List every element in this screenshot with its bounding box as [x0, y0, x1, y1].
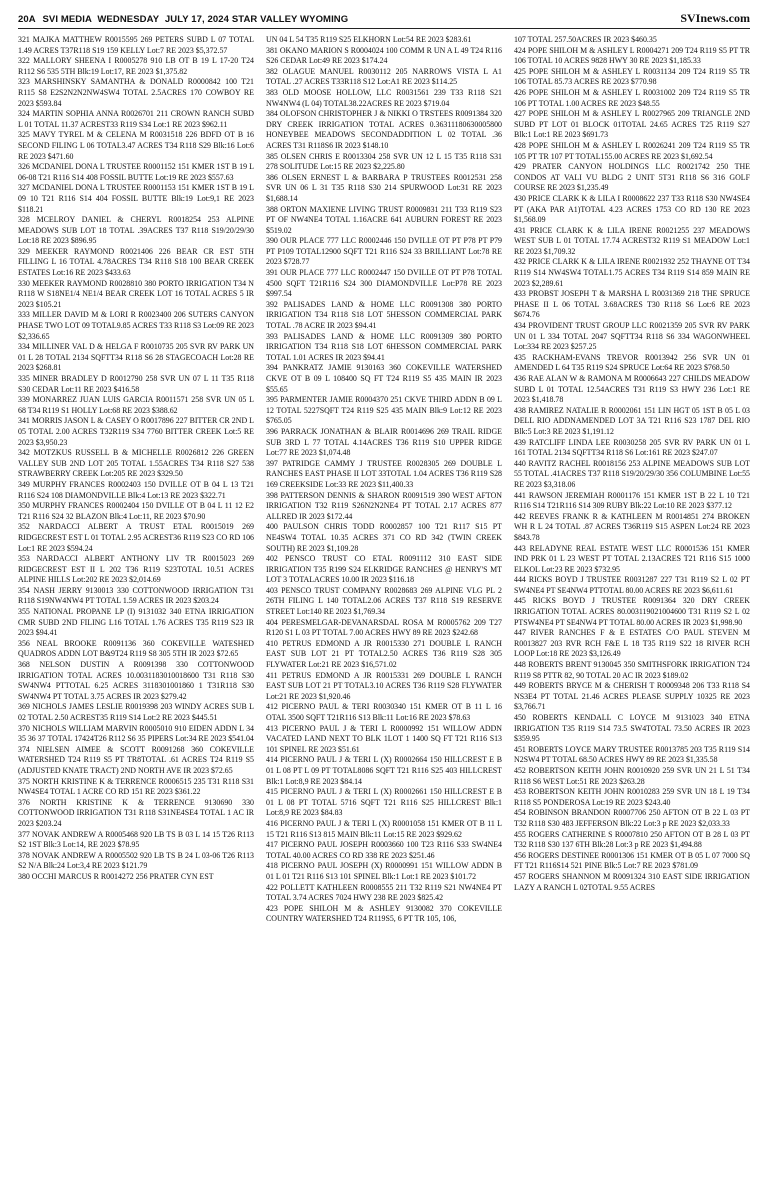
- legal-notice-columns: [18, 35, 750, 1181]
- tax-listing-entry: 349 MURPHY FRANCES R0002403 150 DVILLE OT B 04 L 13 T21 R116 S24 108 DIAMONDVILLE Blk:4 Lot:13 RE 2023 $322.71: [18, 479, 254, 500]
- tax-listing-entry: 329 MEEKER RAYMOND R0021406 226 BEAR CR EST 5TH FILLING L 16 TOTAL 4.78ACRES T34 R118 S18 100 BEAR CREEK ESTATES Lot:16 RE 2023 $433.63: [18, 246, 254, 278]
- tax-listing-entry: 424 POPE SHILOH M & ASHLEY L R0004271 209 T24 R119 S5 PT TR 106 TOTAL 10 ACRES 9828 HWY 30 RE 2023 $1,185.33: [514, 45, 750, 66]
- tax-listing-entry: 418 PICERNO PAUL JOSEPH (X) R0000991 151 WILLOW ADDN B 01 L 01 T21 R116 S13 101 SPINEL Blk:1 Lot:1 RE 2023 $101.72: [266, 861, 502, 881]
- issue-date: JULY 17, 2024: [164, 14, 230, 25]
- issue-day: WEDNESDAY: [97, 14, 160, 25]
- tax-listing-entry: 411 PETRUS EDMOND A JR R0015331 269 DOUBLE L RANCH EAST SUB LOT 21 PT TOTAL3.10 ACRES T36 R119 S28 FLYWATER Lot:21 RE 2023 $1,920.46: [266, 670, 502, 701]
- tax-listing-entry: 386 OLSEN ERNEST L & BARBARA P TRUSTEES R0012531 258 SVR UN 06 L 31 T35 R118 S30 214 SPURWOOD Lot:31 RE 2023 $1,688.14: [266, 172, 502, 203]
- tax-listing-entry: 384 OLOFSON CHRISTOPHER J & NIKKI O TRSTEES R0091384 320 DRY CREEK IRRIGATION TOTAL ACRES 0.36311180630005800 HONEYBEE MEADOWS SECONDADDITION L 02 TOTAL .36 ACRES T31 R118S6 IR 2023 $148.10: [266, 109, 502, 150]
- tax-listing-entry: 381 OKANO MARION S R0004024 100 COMM R UN A L 49 T24 R116 S26 CEDAR Lot:49 RE 2023 $174.24: [266, 45, 502, 66]
- tax-listing-entry: 417 PICERNO PAUL JOSEPH R0003660 100 T23 R116 S33 SW4NE4 TOTAL 40.00 ACRES CO RD 338 RE 2023 $251.46: [266, 840, 502, 860]
- tax-listing-entry: 402 PENSCO TRUST CO ETAL R0091112 310 EAST SIDE IRRIGATION T35 R199 S24 ELKRIDGE RANCHES @ HENRY'S MT LOT 3 TOTALACRES 10.00 IR 2023 $116.18: [266, 554, 502, 585]
- tax-listing-entry: 454 ROBINSON BRANDON R0007706 250 AFTON OT B 22 L 03 PT T32 R118 S30 483 JEFFERSON Blk:22 Lot:3 p RE 2023 $2,033.33: [514, 808, 750, 828]
- tax-listing-entry: 445 RICKS BOYD J TRUSTEE R0091364 320 DRY CREEK IRRIGATION TOTAL ACRES 80.003119021004600 T31 R119 S2 L 02 PTSW4NE4 PT SE4NW4 PT TOTAL 80.00 ACRES IR 2023 $1,998.90: [514, 596, 750, 627]
- tax-listing-entry: 432 PRICE CLARK K & LILA IRENE R0021932 252 THAYNE OT T34 R119 S14 NW4SW4 TOTAL1.75 ACRES T34 R119 S14 859 MAIN RE 2023 $2,289.61: [514, 257, 750, 288]
- tax-listing-entry: 422 POLLETT KATHLEEN R0008555 211 T32 R119 S21 NW4NE4 PT TOTAL 3.74 ACRES 7024 HWY 238 RE 2023 $825.42: [266, 882, 502, 903]
- tax-listing-entry: 385 OLSEN CHRIS E R0013304 258 SVR UN 12 L 15 T35 R118 S31 278 SOLITUDE Lot:15 RE 2023 $2,225.80: [266, 151, 502, 172]
- tax-listing-entry: 438 RAMIREZ NATALIE R R0002061 151 LIN HGT 05 1ST B 05 L 03 DELL RIO ADDNAMENDED LOT 3A T21 R116 S23 1787 DEL RIO Blk:5 Lot:3 RE 2023 $1,191.12: [514, 405, 750, 436]
- section-name: SVI MEDIA: [42, 14, 92, 25]
- tax-listing-entry: 369 NICHOLS JAMES LESLIE R0019398 203 WINDY ACRES SUB L 02 TOTAL 2.50 ACREST35 R119 S14 Lot:2 RE 2023 $445.51: [18, 702, 254, 722]
- masthead-left: [18, 14, 348, 28]
- tax-listing-entry: 433 PROBST JOSEPH T & MARSHA L R0031369 218 THE SPRUCE PHASE II L 06 TOTAL 3.68ACRES T30 R118 S6 Lot:6 RE 2023 $674.76: [514, 289, 750, 320]
- tax-listing-entry: 442 REEVES FRANK R & KATHLEEN M R0014851 274 BROKEN WH R L 24 TOTAL .87 ACRES T36R119 S15 ASPEN Lot:24 RE 2023 $843.78: [514, 511, 750, 542]
- tax-listing-entry: 443 RELADYNE REAL ESTATE WEST LLC R0001536 151 KMER IND PRK 01 L 23 WEST PT TOTAL 2.13ACRES T21 R116 S15 1000 ELKOL Lot:23 RE 2023 $732.95: [514, 543, 750, 574]
- tax-listing-entry: 414 PICERNO PAUL J & TERI L (X) R0002664 150 HILLCREST E B 01 L 08 PT L 09 PT TOTAL8086 SQFT T21 R116 S25 403 HILLCREST Blk:1 Lot:8,9 RE 2023 $84.14: [266, 755, 502, 786]
- tax-listing-entry: 456 ROGERS DESTINEE R0001306 151 KMER OT B 05 L 07 7000 SQ FT T21 R116S14 521 PINE Blk:5 Lot:7 RE 2023 $781.09: [514, 850, 750, 871]
- tax-listing-entry: 326 MCDANIEL DONA L TRUSTEE R0001152 151 KMER 1ST B 19 L 06-08 T21 R116 S14 408 FOSSIL BUTTE Lot:19 RE 2023 $557.63: [18, 162, 254, 182]
- tax-listing-entry: 388 ORTON MAXIENE LIVING TRUST R0009831 211 T33 R119 S23 PT OF NW4NE4 TOTAL 1.16ACRE 641 AUBURN FOREST RE 2023 $519.02: [266, 204, 502, 235]
- tax-listing-entry: 353 NARDACCI ALBERT ANTHONY LIV TR R0015023 269 RIDGECREST EST II L 202 T36 R119 S23TOTAL 10.51 ACRES ALPINE HILLS Lot:202 RE 2023 $2,014.69: [18, 554, 254, 585]
- tax-listing-entry: 328 MCELROY DANIEL & CHERYL R0018254 253 ALPINE MEADOWS SUB LOT 18 TOTAL .39ACRES T37 R118 S19/20/29/30 Lot:18 RE 2023 $896.95: [18, 215, 254, 246]
- tax-listing-entry: 342 MOTZKUS RUSSELL B & MICHELLE R0026812 226 GREEN VALLEY SUB 2ND LOT 205 TOTAL 1.55ACRES T34 R118 S27 538 STRAWBERRY CREEK Lot:205 RE 2023 $329.50: [18, 448, 254, 479]
- tax-listing-entry: 393 PALISADES LAND & HOME LLC R0091309 380 PORTO IRRIGATION T34 R118 S18 LOT 6HESSON COMMERCIAL PARK TOTAL 1.01 ACRES IR 2023 $94.41: [266, 331, 502, 362]
- tax-listing-entry: 431 PRICE CLARK K & LILA IRENE R0021255 237 MEADOWS WEST SUB L 01 TOTAL 17.74 ACREST32 R119 S1 MEADOW Lot:1 RE 2023 $1,709.32: [514, 225, 750, 256]
- tax-listing-entry: 404 PERESMELGAR-DEVANARSDAL ROSA M R0005762 209 T27 R120 S1 L 03 PT TOTAL 7.00 ACRES HWY 89 RE 2023 $242.68: [266, 617, 502, 638]
- tax-listing-entry: 394 PANKRATZ JAMIE 9130163 360 COKEVILLE WATERSHED CKVE OT B 09 L 108400 SQ FT T24 R119 S5 435 MAIN IR 2023 $55.65: [266, 363, 502, 394]
- site-name: SVInews.com: [680, 11, 750, 25]
- tax-listing-entry: 368 NELSON DUSTIN A R0091398 330 COTTONWOOD IRRIGATION TOTAL ACRES 10.0031183010018600 T31 R118 S30 SW4NW4 PTTOTAL 6.25 ACRES 3118301001860 1 T31R118 S30 SW4NW4 PT TOTAL 3.75 ACRES IR 2023 $279.42: [18, 660, 254, 701]
- tax-listing-entry: 335 MINER BRADLEY D R0012790 258 SVR UN 07 L 11 T35 R118 S30 CEDAR Lot:11 RE 2023 $416.58: [18, 374, 254, 394]
- tax-listing-entry: 333 MILLER DAVID M & LORI R R0023400 206 SUTERS CANYON PHASE TWO LOT 09 TOTAL9.85 ACRES T33 R118 S3 Lot:09 RE 2023 $2,336.65: [18, 310, 254, 341]
- tax-listing-entry: 447 RIVER RANCHES F & E ESTATES C/O PAUL STEVEN M R0013827 203 RVR RCH F&E L 18 T35 R119 S22 18 RIVER RCH LOOP Lot:18 RE 2023 $3,126.49: [514, 628, 750, 659]
- tax-listing-entry: 403 PENSCO TRUST COMPANY R0028683 269 ALPINE VLG PL 2 26TH FILING L 140 TOTAL2.06 ACRES T37 R118 S19 RESERVE STREET Lot:140 RE 2023 $1,769.34: [266, 585, 502, 617]
- tax-listing-entry: 416 PICERNO PAUL J & TERI L (X) R0001058 151 KMER OT B 11 L 15 T21 R116 S13 815 MAIN Blk:11 Lot:15 RE 2023 $929.62: [266, 818, 502, 839]
- publication-name: STAR VALLEY WYOMING: [231, 14, 349, 25]
- tax-listing-entry: 425 POPE SHILOH M & ASHLEY L R0031134 209 T24 R119 S5 TR 106 TOTAL 85.73 ACRES RE 2023 $770.98: [514, 66, 750, 87]
- tax-listing-entry: UN 04 L 54 T35 R119 S25 ELKHORN Lot:54 RE 2023 $283.61: [266, 35, 472, 44]
- tax-listing-entry: 452 ROBERTSON KEITH JOHN R0010920 259 SVR UN 21 L 51 T34 R118 S6 WEST Lot:51 RE 2023 $263.28: [514, 765, 750, 786]
- tax-listing-entry: 375 NORTH KRISTINE K & TERRENCE R0006515 235 T31 R118 S31 NW4SE4 TOTAL 1 ACRE CO RD 151 RE 2023 $361.22: [18, 776, 254, 797]
- tax-listing-entry: 352 NARDACCI ALBERT A TRUST ETAL R0015019 269 RIDGECREST EST L 01 TOTAL 2.95 ACREST36 R119 S23 CO RD 106 Lot:1 RE 2023 $594.24: [18, 522, 254, 553]
- tax-listing-entry: 429 PRATER CANYON HOLDINGS LLC R0021742 250 THE CONDOS AT VALI VU BLDG 2 UNIT 5T31 R118 S6 316 GOLF COURSE RE 2023 $1,235.49: [514, 162, 750, 193]
- tax-listing-entry: 428 POPE SHILOH M & ASHLEY L R0026241 209 T24 R119 S5 TR 105 PT TR 107 PT TOTAL155.00 ACRES RE 2023 $1,692.54: [514, 140, 750, 161]
- tax-listing-entry: 441 RAWSON JEREMIAH R0001176 151 KMER 1ST B 22 L 10 T21 R116 S14 T21R116 S14 309 RUBY Blk:22 Lot:10 RE 2023 $377.12: [514, 490, 750, 511]
- tax-listing-entry: 391 OUR PLACE 777 LLC R0002447 150 DVILLE OT PT P78 TOTAL 4500 SQFT T21R116 S24 300 DIAMONDVILLE Lot:P78 RE 2023 $997.54: [266, 268, 502, 299]
- tax-listing-entry: 448 ROBERTS BRENT 9130045 350 SMITHSFORK IRRIGATION T24 R119 S8 PTTR 82, 90 TOTAL 20 AC IR 2023 $189.02: [514, 660, 750, 680]
- column-1: [18, 35, 254, 1181]
- tax-listing-entry: 400 PAULSON CHRIS TODD R0002857 100 T21 R117 S15 PT NE4SW4 TOTAL 10.35 ACRES 371 CO RD 342 (TWIN CREEK SOUTH) RE 2023 $1,109.28: [266, 522, 502, 553]
- tax-listing-entry: 350 MURPHY FRANCES R0002404 150 DVILLE OT B 04 L 11 12 E2 T21 R116 S24 32 BLAZON Blk:4 Lot:11, RE 2023 $70.90: [18, 501, 254, 521]
- tax-listing-entry: 356 NEAL BROOKE R0091136 360 COKEVILLE WATESHED QUADROS ADDN LOT B&9T24 R119 S8 305 5TH IR 2023 $72.65: [18, 638, 254, 659]
- tax-listing-entry: 412 PICERNO PAUL & TERI R0030340 151 KMER OT B 11 L 16 OTAL 3500 SQFT T21R116 S13 Blk:11 Lot:16 RE 2023 $78.63: [266, 702, 502, 722]
- tax-listing-entry: 415 PICERNO PAUL J & TERI L (X) R0002661 150 HILLCREST E B 01 L 08 PT TOTAL 5716 SQFT T21 R116 S25 HILLCREST Blk:1 Lot:8,9 RE 2023 $84.83: [266, 787, 502, 818]
- masthead: [18, 6, 750, 29]
- tax-listing-entry: 383 OLD MOOSE HOLLOW, LLC R0031561 239 T33 R118 S21 NW4NW4 (L 04) TOTAL38.22ACRES RE 2023 $719.04: [266, 87, 502, 108]
- tax-listing-entry: 322 MALLORY SHEENA I R0005278 910 LB OT B 19 L 17-20 T24 R112 S6 535 5TH Blk:19 Lot:17, RE 2023 $1,375.82: [18, 56, 254, 76]
- tax-listing-entry: 449 ROBERTS BRYCE M & CHERISH T R0009348 206 T33 R118 S4 NS3E4 PT TOTAL 21.46 ACRES PLEASE SUPPLY 10325 RE 2023 $3,766.71: [514, 681, 750, 712]
- tax-listing-entry: 426 POPE SHILOH M & ASHLEY L R0031002 209 T24 R119 S5 TR 106 PT TOTAL 1.00 ACRES RE 2023 $48.55: [514, 87, 750, 108]
- tax-listing-entry: 323 MARSHINSKY SAMANTHA & DONALD R0000842 100 T21 R115 S8 E2S2N2N2NW4SW4 TOTAL 2.5ACRES 170 COWBOY RE 2023 $593.84: [18, 77, 254, 108]
- tax-listing-entry: 324 MARTIN SOPHIA ANNA R0026701 211 CROWN RANCH SUBD L 01 TOTAL 11.37 ACREST33 R119 S34 Lot:1 RE 2023 $962.11: [18, 109, 254, 129]
- column-2: [266, 35, 502, 1181]
- tax-listing-entry: 330 MEEKER RAYMOND R0028810 380 PORTO IRRIGATION T34 N R118 W S18NE1/4 NE1/4 BEAR CREEK LOT 16 TOTAL ACRES 5 IR 2023 $105.21: [18, 278, 254, 309]
- tax-listing-entry: 396 PARRACK JONATHAN & BLAIR R0014696 269 TRAIL RIDGE SUB 3RD L 77 TOTAL 4.14ACRES T36 R119 S10 UPPER RIDGE Lot:77 RE 2023 $1,074.48: [266, 426, 502, 458]
- tax-listing-entry: 440 RAVITZ RACHEL R0018156 253 ALPINE MEADOWS SUB LOT 55 TOTAL .41ACRES T37 R118 S19/20/29/30 356 COLUMBINE Lot:55 RE 2023 $3,318.06: [514, 458, 750, 489]
- tax-listing-entry: 398 PATTERSON DENNIS & SHARON R0091519 390 WEST AFTON IRRIGATION T32 R119 S26N2N2NE4 PT TOTAL 2.17 ACRES 877 ALLRED IR 2023 $172.44: [266, 490, 502, 521]
- tax-listing-entry: 423 POPE SHILOH M & ASHLEY 9130082 370 COKEVILLE COUNTRY WATERSHED T24 R119S5, 6 PT TR 105, 106,: [266, 903, 502, 924]
- tax-listing-entry: 434 PROVIDENT TRUST GROUP LLC R0021359 205 SVR RV PARK UN 01 L 334 TOTAL 2047 SQFTT34 R118 S6 334 WAGONWHEEL Lot:334 RE 2023 $257.25: [514, 321, 750, 352]
- tax-listing-entry: 453 ROBERTSON KEITH JOHN R0010283 259 SVR UN 18 L 19 T34 R118 S5 PONDEROSA Lot:19 RE 2023 $243.40: [514, 787, 750, 807]
- tax-listing-entry: 455 ROGERS CATHERINE S R0007810 250 AFTON OT B 28 L 03 PT T32 R118 S30 137 6TH Blk:28 Lot:3 p RE 2023 $1,494.88: [514, 829, 750, 850]
- tax-listing-entry: 327 MCDANIEL DONA L TRUSTEE R0001153 151 KMER 1ST B 19 L 09 10 T21 R116 S14 404 FOSSIL BUTTE Blk:19 Lot:9,1 RE 2023 $118.21: [18, 183, 254, 214]
- tax-listing-entry: 321 MAJKA MATTHEW R0015595 269 PETERS SUBD L 07 TOTAL 1.49 ACRES T37R118 S19 159 KELLY Lot:7 RE 2023 $5,372.57: [18, 35, 254, 55]
- tax-listing-entry: 107 TOTAL 257.50ACRES IR 2023 $460.35: [514, 35, 657, 44]
- tax-listing-entry: 339 MONARREZ JUAN LUIS GARCIA R0011571 258 SVR UN 05 L 68 T34 R119 S1 HOLLY Lot:68 RE 2023 $388.62: [18, 395, 254, 415]
- tax-listing-entry: 430 PRICE CLARK K & LILA I R0008622 237 T33 R118 S30 NW4SE4 PT (AKA PAR A1)TOTAL 4.23 ACRES 1753 CO RD 130 RE 2023 $1,568.09: [514, 193, 750, 225]
- page-number: 20A: [18, 14, 36, 25]
- tax-listing-entry: 376 NORTH KRISTINE K & TERRENCE 9130690 330 COTTONWOOD IRRIGATION T31 R118 S31NE4SE4 TOTAL 1 AC IR 2023 $203.24: [18, 797, 254, 828]
- tax-listing-entry: 374 NIELSEN AIMEE & SCOTT R0091268 360 COKEVILLE WATERSHED T24 R119 S5 PT TR8TOTAL .61 ACRES T24 R119 S5 (ADJUSTED KNATE TRACT) 2ND NORTH AVE IR 2023 $72.65: [18, 744, 254, 775]
- tax-listing-entry: 395 PARMENTER JAMIE R0004370 251 CKVE THIRD ADDN B 09 L 12 TOTAL 5227SQFT T24 R119 S25 435 MAIN Blk:9 Lot:12 RE 2023 $765.05: [266, 395, 502, 426]
- tax-listing-entry: 439 RATCLIFF LINDA LEE R0030258 205 SVR RV PARK UN 01 L 161 TOTAL 2134 SQFTT34 R118 S6 Lot:161 RE 2023 $247.07: [514, 437, 750, 458]
- tax-listing-entry: 378 NOVAK ANDREW A R0005502 920 LB TS B 24 L 03-06 T26 R113 S2 N/A Blk:24 Lot:3,4 RE 2023 $121.79: [18, 850, 254, 871]
- tax-listing-entry: 410 PETRUS EDMOND A JR R0015330 271 DOUBLE L RANCH EAST SUB LOT 21 PT TOTAL2.50 ACRES T36 R119 S28 305 FLYWATER Lot:21 RE 2023 $16,571.02: [266, 638, 502, 670]
- tax-listing-entry: 435 RACKHAM-EVANS TREVOR R0013942 256 SVR UN 01 AMENDED L 64 T35 R119 S24 SPRUCE Lot:64 RE 2023 $768.50: [514, 352, 750, 373]
- tax-listing-entry: 427 POPE SHILOH M & ASHLEY L R0027965 209 TRIANGLE 2ND SUBD PT LOT 01 BLOCK 01TOTAL 24.65 ACRES T25 R119 S27 Blk:1 Lot:1 RE 2023 $691.73: [514, 109, 750, 140]
- tax-listing-entry: 377 NOVAK ANDREW A R0005468 920 LB TS B 03 L 14 15 T26 R113 S2 1ST Blk:3 Lot:14, RE 2023 $78.95: [18, 829, 254, 850]
- tax-listing-entry: 380 OCCHI MARCUS R R0014272 256 PRATER CYN EST: [18, 871, 214, 881]
- tax-listing-entry: 354 NASH JERRY 9130013 330 COTTONWOOD IRRIGATION T31 R118 S19NW4NW4 PT TOTAL 1.59 ACRES IR 2023 $203.24: [18, 585, 254, 606]
- tax-listing-entry: 370 NICHOLS WILLIAM MARVIN R0005010 910 EIDEN ADDN L 34 35 36 37 TOTAL 17424T26 R112 S6 35 PIPERS Lot:34 RE 2023 $541.04: [18, 723, 254, 744]
- tax-listing-entry: 397 PATRIDGE CAMMY J TRUSTEE R0028305 269 DOUBLE L RANCHES EAST PHASE II LOT 33TOTAL 1.04 ACRES T36 R119 S28 169 CREEKSIDE Lot:33 RE 2023 $11,400.33: [266, 458, 502, 489]
- tax-listing-entry: 325 MAVY TYREL M & CELENA M R0031518 226 BDFD OT B 16 SECOND FILING L 06 TOTAL3.47 ACRES T34 R118 S29 Blk:16 Lot:6 RE 2023 $471.60: [18, 130, 254, 161]
- tax-listing-entry: 341 MORRIS JASON L & CASEY O R0017896 227 BITTER CR 2ND L 05 TOTAL 2.00 ACRES T32R119 S34 7760 BITTER CREEK Lot:5 RE 2023 $3,950.23: [18, 416, 254, 447]
- tax-listing-entry: 450 ROBERTS KENDALL C LOYCE M 9131023 340 ETNA IRRIGATION T35 R119 S14 73.5 SW4TOTAL 73.50 ACRES IR 2023 $359.95: [514, 713, 750, 744]
- tax-listing-entry: 413 PICERNO PAUL J & TERI L R0000992 151 WILLOW ADDN VACATED LAND NEXT TO BLK 1LOT 1 1400 SQ FT T21 R116 S13 101 SPINEL RE 2023 $51.61: [266, 723, 502, 754]
- column-3: [514, 35, 750, 1181]
- tax-listing-entry: 392 PALISADES LAND & HOME LLC R0091308 380 PORTO IRRIGATION T34 R118 S18 LOT 5HESSON COMMERCIAL PARK TOTAL .78 ACRE IR 2023 $94.41: [266, 299, 502, 331]
- tax-listing-entry: 436 RAE ALAN W & RAMONA M R0006643 227 CHILDS MEADOW SUBD L 01 TOTAL 12.54ACRES T31 R119 S3 HWY 236 Lot:1 RE 2023 $1,418.78: [514, 374, 750, 405]
- tax-listing-entry: 382 OLAGUE MANUEL R0030112 205 NARROWS VISTA L A1 TOTAL .27 ACRES T33R118 S12 Lot:A1 RE 2023 $114.25: [266, 66, 502, 87]
- tax-listing-entry: 334 MILLINER VAL D & HELGA F R0010735 205 SVR RV PARK UN 01 L 28 TOTAL 2134 SQFTT34 R118 S6 28 STAGECOACH Lot:28 RE 2023 $268.81: [18, 342, 254, 373]
- tax-listing-entry: 457 ROGERS SHANNON M R0091324 310 EAST SIDE IRRIGATION LAZY A RANCH L 02TOTAL 9.55 ACRES: [514, 871, 750, 892]
- tax-listing-entry: 451 ROBERTS LOYCE MARY TRUSTEE R0013785 203 T35 R119 S14 N2SW4 PT TOTAL 68.50 ACRES HWY 89 RE 2023 $1,335.58: [514, 744, 750, 765]
- tax-listing-entry: 355 NATIONAL PROPANE LP (I) 9131032 340 ETNA IRRIGATION CMR SUBD 2ND FILING L16 TOTAL 1.76 ACRES T35 R119 S23 IR 2023 $94.41: [18, 607, 254, 638]
- tax-listing-entry: 390 OUR PLACE 777 LLC R0002446 150 DVILLE OT PT P78 PT P79 PT P109 TOTAL12900 SQFT T21 R116 S24 33 BRILLIANT Lot:78 RE 2023 $728.77: [266, 236, 502, 267]
- tax-listing-entry: 444 RICKS BOYD J TRUSTEE R0031287 227 T31 R119 S2 L 02 PT SW4NE4 PT SE4NW4 PTTOTAL 80.00 ACRES RE 2023 $6,611.61: [514, 575, 750, 595]
